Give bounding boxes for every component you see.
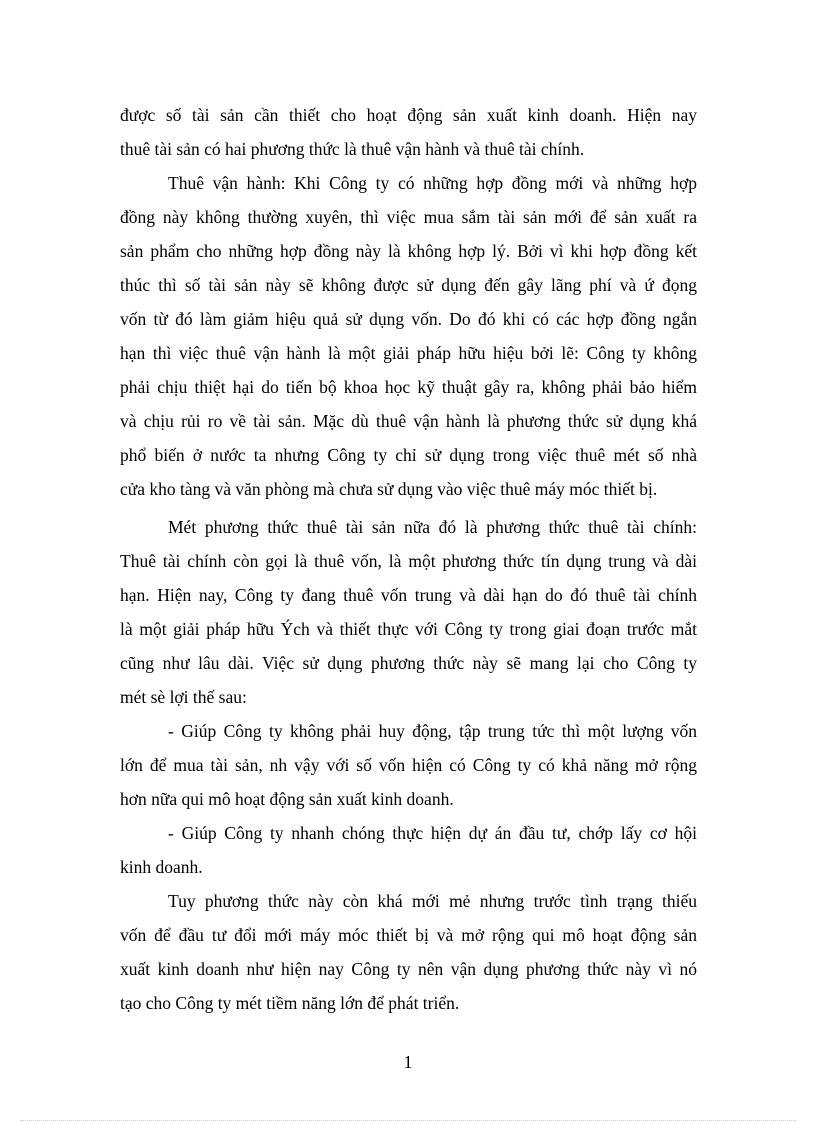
text-line: Tuy phương thức này còn khá mới mẻ nhưng trước tình trạng thiếu [168,891,697,911]
text-line: Thuê vận hành: Khi Công ty có những hợp đồng mới và những hợp [168,173,697,193]
text-line: phải chịu thiệt hại do tiến bộ khoa học kỹ thuật gây ra, không phải bảo hiểm [120,377,697,397]
text-line: sản phẩm cho những hợp đồng này là không hợp lý. Bởi vì khi hợp đồng kết [120,241,697,261]
text-line: Thuê tài chính còn gọi là thuê vốn, là một phương thức tín dụng trung và dài [120,551,697,571]
text-line: - Giúp Công ty nhanh chóng thực hiện dự án đầu tư, chớp lấy cơ hội [168,823,697,843]
text-line: cũng như lâu dài. Việc sử dụng phương thức này sẽ mang lại cho Công ty [120,653,697,673]
text-line: xuất kinh doanh như hiện nay Công ty nên vận dụng phương thức này vì nó [120,959,697,979]
text-line: phổ biến ở nước ta nhưng Công ty chỉ sử dụng trong việc thuê mét số nhà [120,445,697,465]
text-line: hạn thì việc thuê vận hành là một giải pháp hữu hiệu bởi lẽ: Công ty không [120,343,697,363]
text-line: là một giải pháp hữu Ých và thiết thực với Công ty trong giai đoạn trước mắt [120,619,697,639]
text-line: mét sè lợi thế sau: [120,687,247,707]
text-line: hơn nữa qui mô hoạt động sản xuất kinh doanh. [120,789,454,809]
text-line: tạo cho Công ty mét tiềm năng lớn để phát triển. [120,993,460,1013]
text-line: - Giúp Công ty không phải huy động, tập trung tức thì một lượng vốn [168,721,697,741]
text-line: hạn. Hiện nay, Công ty đang thuê vốn trung và dài hạn do đó thuê tài chính [120,585,697,605]
text-line: vốn để đầu tư đổi mới máy móc thiết bị và mở rộng qui mô hoạt động sản [120,925,697,945]
page-number: 1 [403,1052,413,1072]
page-bottom-divider [20,1120,796,1121]
text-line: đồng này không thường xuyên, thì việc mua sắm tài sản mới để sản xuất ra [120,207,697,227]
text-line: lớn để mua tài sản, nh vậy với số vốn hiện có Công ty có khả năng mở rộng [120,755,697,775]
text-line: thúc thì số tài sản này sẽ không được sử dụng đến gây lãng phí và ứ đọng [120,275,697,295]
text-line: được số tài sản cần thiết cho hoạt động sản xuất kinh doanh. Hiện nay [120,105,697,125]
text-line: Mét phương thức thuê tài sản nữa đó là phương thức thuê tài chính: [168,517,697,537]
text-line: kinh doanh. [120,857,203,877]
text-line: vốn từ đó làm giảm hiệu quả sử dụng vốn. Do đó khi có các hợp đồng ngắn [120,309,697,329]
text-line: cửa kho tàng và văn phòng mà chưa sử dụng vào việc thuê máy móc thiết bị. [120,479,658,499]
text-line: và chịu rủi ro về tài sản. Mặc dù thuê vận hành là phương thức sử dụng khá [120,411,697,431]
text-line: thuê tài sản có hai phương thức là thuê vận hành và thuê tài chính. [120,139,585,159]
